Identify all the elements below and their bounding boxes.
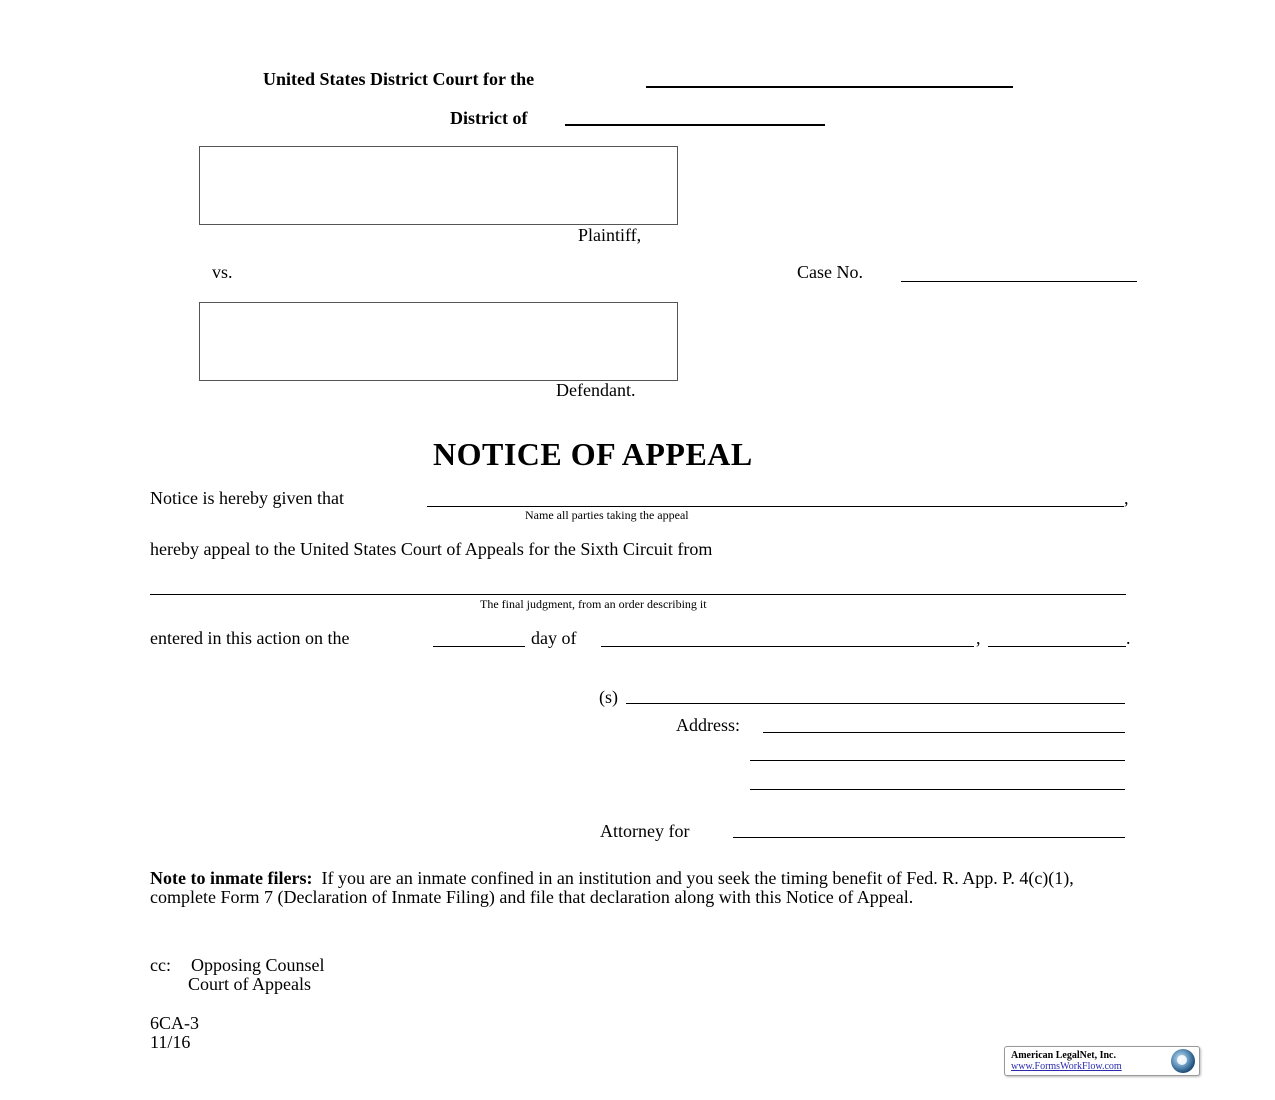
plaintiff-name-field[interactable] (199, 146, 678, 225)
date-comma: , (976, 628, 981, 648)
inmate-note-label: Note to inmate filers: (150, 868, 313, 888)
entered-day-field[interactable] (433, 646, 525, 647)
date-period: . (1126, 628, 1131, 648)
appealing-parties-field[interactable] (427, 506, 1124, 507)
parties-hint: Name all parties taking the appeal (525, 508, 689, 522)
badge-url-link[interactable]: www.FormsWorkFlow.com (1011, 1061, 1122, 1072)
notice-suffix: , (1124, 488, 1129, 508)
case-no-label: Case No. (797, 262, 863, 282)
district-field[interactable] (565, 124, 825, 126)
page-title: NOTICE OF APPEAL (433, 436, 753, 472)
cc-recipient-1: Opposing Counsel (191, 955, 325, 975)
attorney-for-label: Attorney for (600, 821, 690, 841)
signature-field[interactable] (626, 703, 1125, 704)
defendant-label: Defendant. (556, 380, 636, 400)
address-line-1-field[interactable] (763, 732, 1125, 733)
court-label: United States District Court for the (263, 69, 535, 89)
entered-prefix: entered in this action on the (150, 628, 350, 648)
cc-label: cc: (150, 955, 171, 975)
inmate-note-text: If you are an inmate confined in an institution and you seek the timing benefit of Fed. R. App. P. 4(c)(1), complete Form 7 (Declaration of Inmate Filing) and file that declaration along with this Notice of Appeal. (150, 868, 1074, 907)
district-label: District of (450, 108, 528, 128)
inmate-note (150, 869, 1130, 907)
legalnet-badge[interactable] (1004, 1046, 1200, 1076)
court-name-field[interactable] (646, 86, 1013, 88)
address-line-2-field[interactable] (750, 760, 1125, 761)
day-of-label: day of (531, 628, 577, 648)
plaintiff-label: Plaintiff, (578, 225, 642, 245)
address-line-3-field[interactable] (750, 789, 1125, 790)
judgment-hint: The final judgment, from an order describing it (480, 597, 707, 611)
appeal-statement: hereby appeal to the United States Court of Appeals for the Sixth Circuit from (150, 539, 713, 559)
case-no-field[interactable] (901, 281, 1137, 282)
entered-year-field[interactable] (988, 646, 1126, 647)
cc-recipient-2: Court of Appeals (188, 974, 311, 994)
form-id: 6CA-3 (150, 1013, 199, 1033)
globe-logo-icon (1171, 1049, 1195, 1073)
judgment-description-field[interactable] (150, 594, 1126, 595)
vs-label: vs. (212, 262, 233, 282)
notice-prefix: Notice is hereby given that (150, 488, 344, 508)
attorney-for-field[interactable] (733, 837, 1125, 838)
form-revision: 11/16 (150, 1032, 191, 1052)
signature-label: (s) (599, 687, 618, 707)
entered-month-field[interactable] (601, 646, 974, 647)
badge-company: American LegalNet, Inc. (1011, 1050, 1116, 1061)
address-label: Address: (676, 715, 740, 735)
defendant-name-field[interactable] (199, 302, 678, 381)
